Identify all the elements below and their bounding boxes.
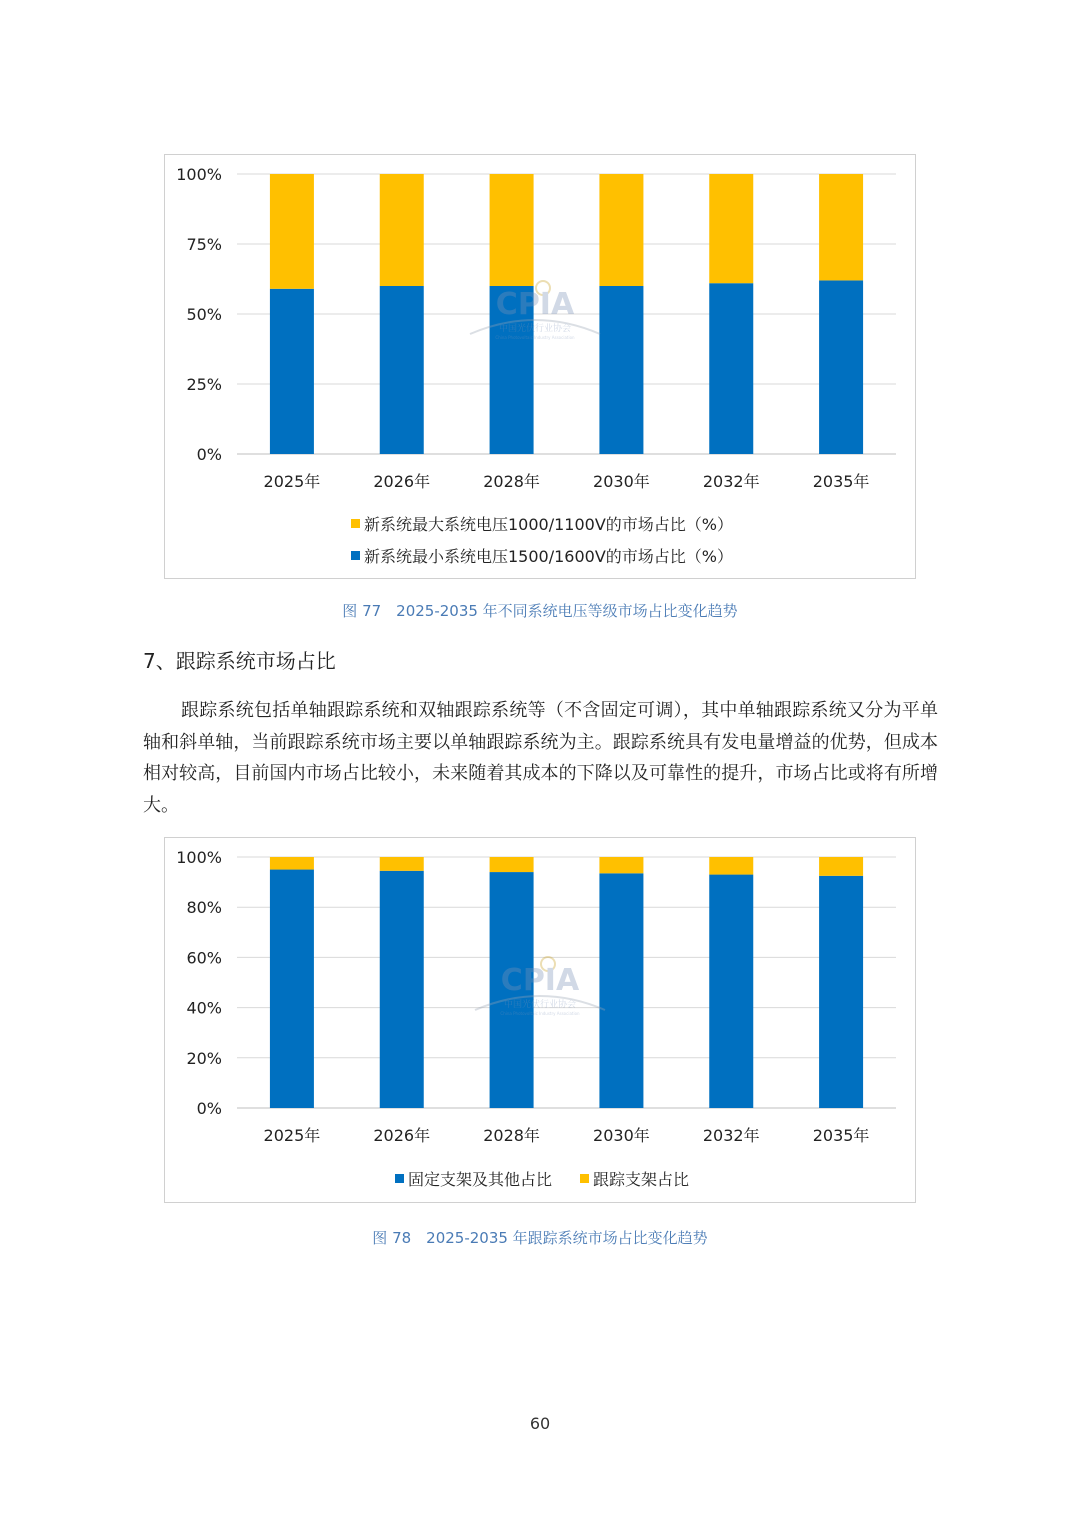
bar-segment <box>380 857 424 871</box>
legend-swatch <box>351 519 360 528</box>
y-tick-label: 50% <box>186 305 222 324</box>
legend-item-series-2 <box>351 512 733 535</box>
x-tick-label: 2028年 <box>483 472 540 491</box>
bar-segment <box>380 286 424 454</box>
section-heading: 7、跟踪系统市场占比 <box>143 649 336 673</box>
legend-swatch <box>395 1174 404 1183</box>
bar-segment <box>599 873 643 1108</box>
bar-segment <box>270 289 314 454</box>
legend-label: 固定支架及其他占比 <box>408 1170 553 1189</box>
x-tick-label: 2025年 <box>263 1126 321 1145</box>
bar-segment <box>270 857 314 870</box>
watermark-org-en-text: China Photovoltaic Industry Association <box>495 335 575 340</box>
x-tick-label: 2026年 <box>373 472 431 491</box>
x-tick-label: 2035年 <box>812 472 870 491</box>
bar-segment <box>490 857 534 872</box>
bar-segment <box>270 174 314 289</box>
bar-segment <box>709 174 753 283</box>
bar-segment <box>599 286 643 454</box>
watermark-org-text: 中国光伏行业协会 <box>498 324 572 334</box>
legend-label: 跟踪支架占比 <box>593 1170 690 1189</box>
bar-segment <box>490 174 534 286</box>
y-tick-label: 100% <box>176 848 222 867</box>
y-tick-label: 25% <box>186 375 222 394</box>
x-tick-label: 2026年 <box>373 1126 431 1145</box>
legend-item-series-1 <box>395 1167 552 1190</box>
y-tick-label: 0% <box>196 445 222 464</box>
legend-swatch <box>351 551 360 560</box>
y-tick-label: 60% <box>186 948 222 968</box>
bar-segment <box>380 174 424 286</box>
chart-77 <box>164 154 916 579</box>
chart-78 <box>164 837 916 1203</box>
x-tick-label: 2035年 <box>812 1126 870 1145</box>
x-tick-label: 2025年 <box>263 472 321 491</box>
x-tick-label: 2032年 <box>702 1126 760 1145</box>
bar-segment <box>709 875 753 1108</box>
y-tick-label: 100% <box>176 165 222 184</box>
y-tick-label: 40% <box>186 998 222 1018</box>
legend-label: 新系统最小系统电压1500/1600V的市场占比（%） <box>364 547 733 566</box>
x-tick-label: 2032年 <box>702 472 760 491</box>
y-tick-label: 0% <box>196 1099 222 1118</box>
x-tick-label: 2030年 <box>593 1126 650 1145</box>
y-tick-label: 80% <box>186 898 222 918</box>
watermark-logo-text: CPIA <box>500 963 580 998</box>
bar-segment <box>599 857 643 873</box>
watermark-logo-text: CPIA <box>495 287 575 322</box>
legend-label: 新系统最大系统电压1000/1100V的市场占比（%） <box>364 515 733 534</box>
bar-segment <box>819 280 863 454</box>
section-paragraph: 跟踪系统包括单轴跟踪系统和双轴跟踪系统等（不含固定可调），其中单轴跟踪系统又分为平单轴和斜单轴，当前跟踪系统市场主要以单轴跟踪系统为主。跟踪系统具有发电量增益的优势，但成本相对较高，目前国内市场占比较小，未来随着其成本的下降以及可靠性的提升，市场占比或将有所增大。 <box>143 700 938 816</box>
figure-78-caption: 图 78 2025-2035 年跟踪系统市场占比变化趋势 <box>372 1229 708 1247</box>
y-tick-label: 20% <box>186 1048 222 1068</box>
bar-segment <box>709 857 753 875</box>
y-tick-label: 75% <box>186 235 222 254</box>
x-tick-label: 2030年 <box>593 472 650 491</box>
bar-segment <box>270 870 314 1108</box>
watermark-org-en-text: China Photovoltaic Industry Association <box>500 1011 580 1016</box>
legend-item-series-2 <box>580 1167 689 1190</box>
page-number: 60 <box>529 1414 551 1433</box>
bar-segment <box>819 857 863 876</box>
chart-78-plot <box>165 838 917 1204</box>
figure-77-caption: 图 77 2025-2035 年不同系统电压等级市场占比变化趋势 <box>342 602 738 620</box>
cpia-watermark <box>470 281 600 340</box>
bar-segment <box>819 174 863 280</box>
bar-segment <box>709 283 753 454</box>
bar-segment <box>380 871 424 1108</box>
bar-segment <box>819 876 863 1108</box>
watermark-org-text: 中国光伏行业协会 <box>503 1000 577 1010</box>
legend-item-series-1 <box>351 544 733 567</box>
legend-swatch <box>580 1174 589 1183</box>
x-tick-label: 2028年 <box>483 1126 540 1145</box>
bar-segment <box>599 174 643 286</box>
